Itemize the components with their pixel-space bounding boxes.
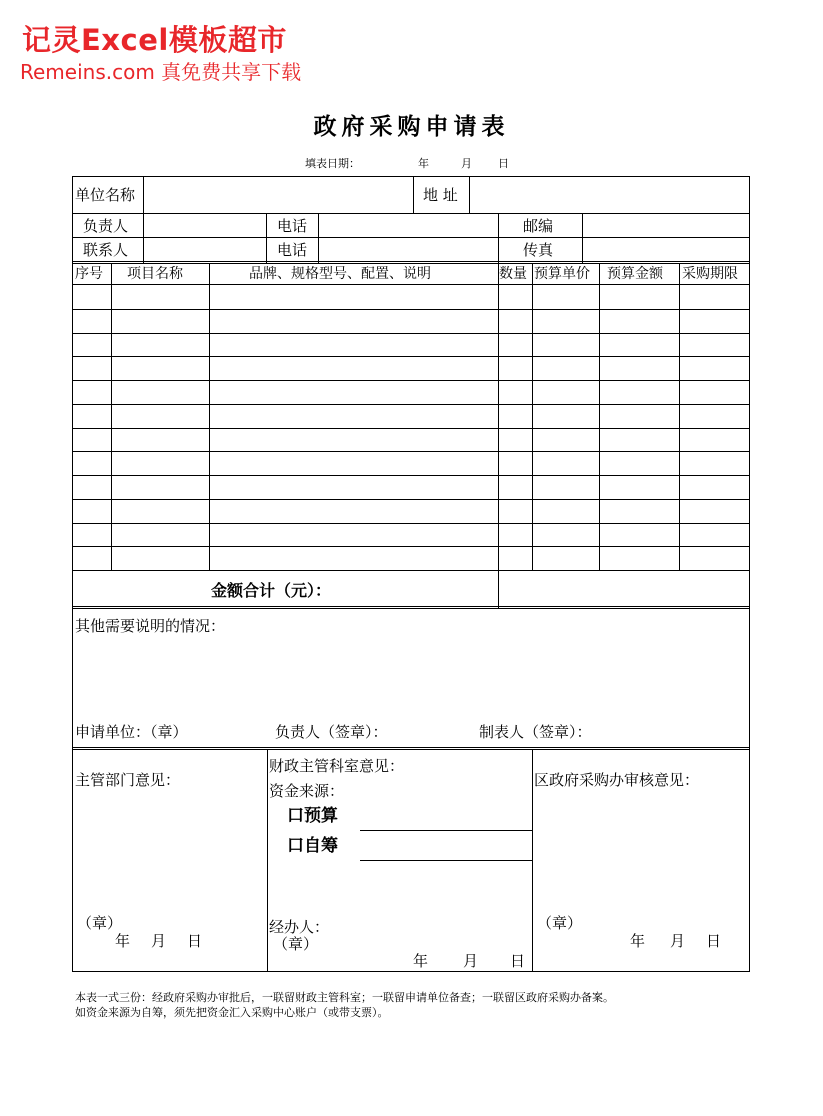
finance-date-year: 年 (413, 952, 429, 970)
application-form (72, 176, 750, 972)
dept-opinion-label: 主管部门意见： (75, 771, 181, 789)
table-row (73, 404, 749, 405)
footer-note-1: 本表一式三份：经政府采购办审批后，一联留财政主管科室；一联留申请单位备查；一联留区政府采购办备案。 (75, 991, 614, 1004)
fill-date-day: 日 (498, 157, 509, 170)
preparer-sign-label: 制表人（签章）： (479, 723, 592, 741)
district-date-day: 日 (706, 932, 722, 950)
col-divider (532, 263, 533, 570)
district-seal: （章） (537, 914, 583, 932)
col-divider (599, 263, 600, 570)
fund-source-label: 资金来源： (269, 782, 345, 800)
row-divider (73, 747, 749, 748)
table-row (73, 546, 749, 547)
district-opinion-label: 区政府采购办审核意见： (534, 771, 700, 789)
phone-label: 电话 (277, 217, 308, 235)
applicant-seal-label: 申请单位：（章） (75, 723, 188, 741)
phone-label: 电话 (277, 241, 308, 259)
row-divider (73, 213, 749, 214)
postcode-label: 邮编 (523, 217, 554, 235)
table-row (73, 309, 749, 310)
finance-date-month: 月 (463, 952, 479, 970)
total-amount-label: 金额合计（元）： (211, 581, 332, 600)
dept-date-year: 年 (115, 932, 131, 950)
col-divider (413, 177, 414, 213)
col-divider (679, 263, 680, 570)
table-row (73, 451, 749, 452)
table-row (73, 475, 749, 476)
col-divider (209, 263, 210, 570)
table-row (73, 333, 749, 334)
row-divider (73, 749, 749, 750)
watermark-title: 记灵Excel模板超市 (22, 23, 287, 57)
address-label: 地 址 (423, 186, 458, 204)
table-row (73, 380, 749, 381)
row-divider (73, 263, 749, 264)
dept-date-month: 月 (151, 932, 167, 950)
contact-label: 联系人 (83, 241, 129, 259)
self-fund-fill-line (360, 860, 532, 861)
budget-option: 口预算 (287, 806, 338, 826)
col-header-unit-price: 预算单价 (534, 266, 590, 282)
fax-label: 传真 (523, 241, 554, 259)
fill-date-label: 填表日期： (305, 157, 360, 170)
table-row (73, 499, 749, 500)
fill-date-month: 月 (461, 157, 472, 170)
col-divider (498, 213, 499, 263)
col-divider (266, 213, 267, 263)
table-row (73, 428, 749, 429)
district-date-month: 月 (670, 932, 686, 950)
dept-date-day: 日 (187, 932, 203, 950)
district-date-year: 年 (630, 932, 646, 950)
dept-seal: （章） (77, 914, 123, 932)
table-row (73, 356, 749, 357)
table-row (73, 570, 749, 571)
col-divider (318, 213, 319, 263)
col-divider (267, 749, 268, 971)
watermark-subtitle: Remeins.com 真免费共享下载 (20, 60, 302, 84)
row-divider (73, 284, 749, 285)
form-title: 政府采购申请表 (313, 113, 510, 140)
finance-seal: （章） (273, 935, 319, 953)
responsible-sign-label: 负责人（签章）： (275, 723, 388, 741)
self-fund-option: 口自筹 (287, 836, 338, 856)
row-divider (73, 261, 749, 262)
responsible-label: 负责人 (83, 217, 129, 235)
col-header-seq: 序号 (75, 266, 103, 282)
fill-date-year: 年 (418, 157, 429, 170)
col-divider (111, 263, 112, 570)
col-header-spec: 品牌、规格型号、配置、说明 (249, 266, 431, 282)
col-header-deadline: 采购期限 (682, 266, 738, 282)
footer-note-2: 如资金来源为自筹，须先把资金汇入采购中心账户（或带支票）。 (75, 1006, 389, 1019)
col-divider (532, 749, 533, 971)
col-header-budget-amount: 预算金额 (607, 266, 663, 282)
table-row (73, 523, 749, 524)
handler-label: 经办人： (269, 918, 330, 936)
col-header-item: 项目名称 (127, 266, 183, 282)
row-divider (73, 237, 749, 238)
other-notes-label: 其他需要说明的情况： (75, 617, 226, 635)
unit-name-label: 单位名称 (75, 186, 136, 204)
col-divider (582, 213, 583, 263)
row-divider (73, 608, 749, 609)
row-divider (73, 606, 749, 607)
col-divider (498, 263, 499, 608)
col-divider (143, 177, 144, 263)
col-header-qty: 数量 (499, 266, 527, 282)
col-divider (469, 177, 470, 213)
finance-date-day: 日 (510, 952, 526, 970)
finance-opinion-label: 财政主管科室意见： (269, 757, 405, 775)
budget-fill-line (360, 830, 532, 831)
